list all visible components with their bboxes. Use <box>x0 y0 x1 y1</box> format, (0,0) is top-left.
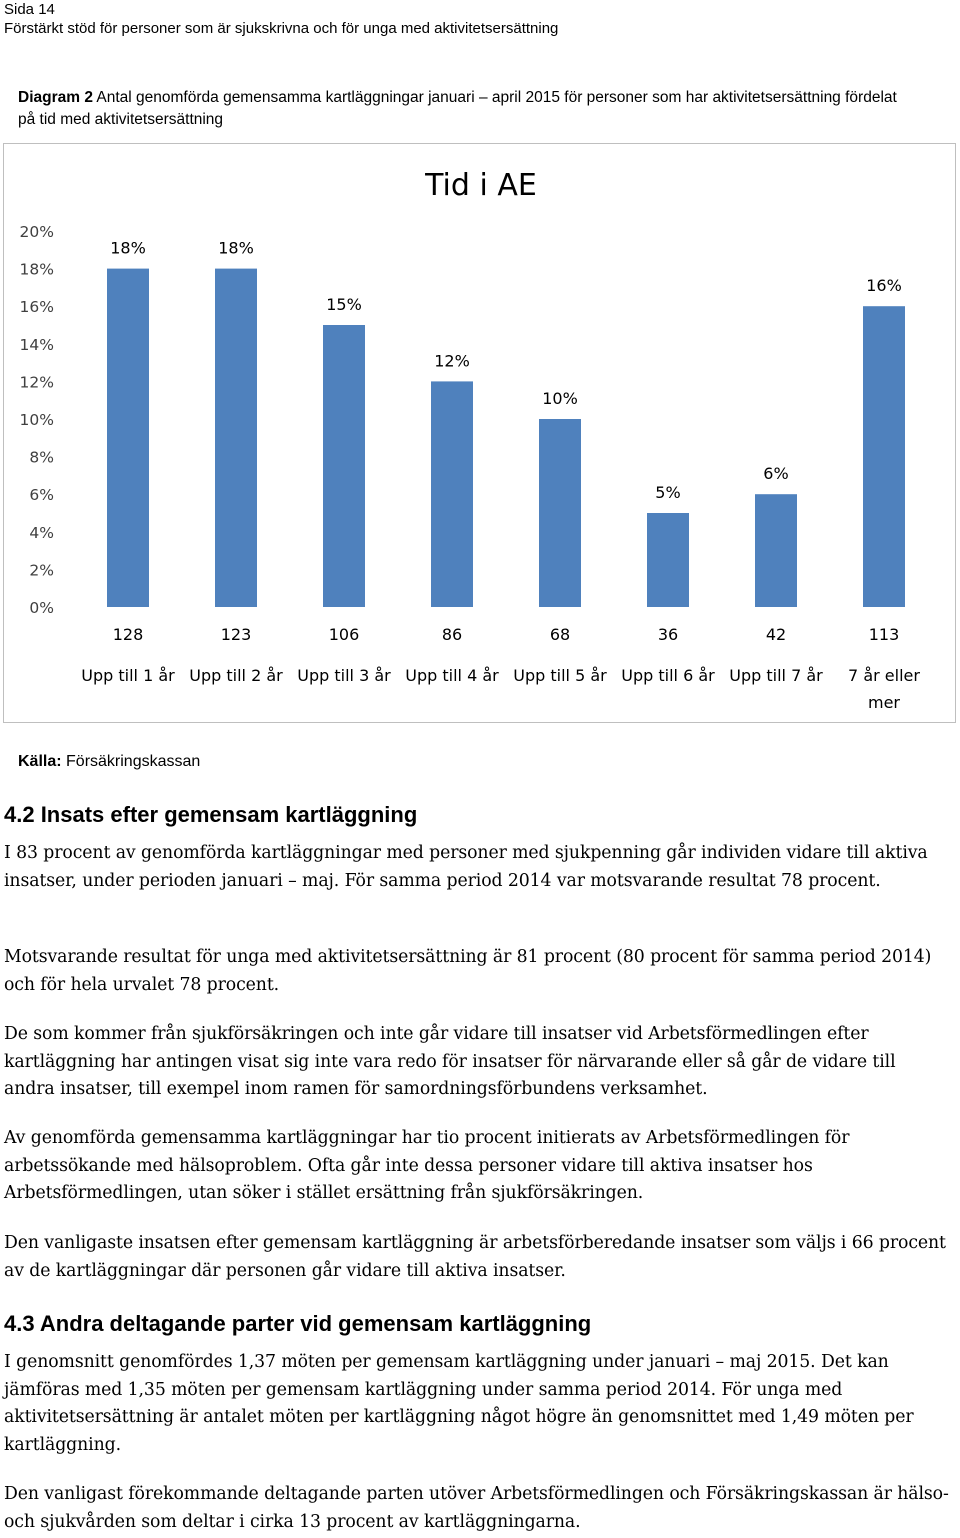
section-heading-4-2: 4.2 Insats efter gemensam kartläggning <box>4 802 418 827</box>
count-label: 86 <box>441 625 463 644</box>
x-tick-label: mer <box>867 693 901 712</box>
running-title: Förstärkt stöd för personer som är sjukskrivna och för unga med aktivitetsersättning <box>4 20 559 37</box>
diagram-caption-text: Antal genomförda gemensamma kartläggningar januari – april 2015 för personer som har aktivitetsersättning fördelat på tid med aktivitetsersättning <box>18 89 897 128</box>
y-tick-label: 12% <box>19 373 54 392</box>
y-tick-label: 16% <box>19 298 54 317</box>
x-tick-label: 7 år eller <box>848 666 920 685</box>
data-label: 15% <box>326 295 362 314</box>
page-number: Sida 14 <box>4 1 55 18</box>
data-label: 5% <box>655 483 681 502</box>
count-label: 128 <box>112 625 144 644</box>
data-label: 16% <box>866 276 902 296</box>
paragraph: De som kommer från sjukförsäkringen och inte går vidare till insatser vid Arbetsförmedlingen efter kartläggning har antingen visat sig inte vara redo för insatser för närvarande eller så går de vidare till andra insatser, till exempel inom ramen för samordningsförbundens verksamhet. <box>4 1024 896 1100</box>
source-text: Försäkringskassan <box>61 753 201 770</box>
y-tick-label: 2% <box>29 561 54 580</box>
diagram-caption <box>18 87 918 131</box>
data-label: 6% <box>763 464 789 484</box>
bar-chart <box>4 144 955 722</box>
paragraph: I 83 procent av genomförda kartläggningar med personer med sjukpenning går individen vidare till aktiva insatser, under perioden januari – maj. För samma period 2014 var motsvarande resultat 78 procent. <box>4 843 928 891</box>
page-header <box>4 0 944 38</box>
bar <box>539 419 581 607</box>
chart-title: Tid i AE <box>425 168 537 203</box>
bar <box>863 306 905 607</box>
y-tick-label: 6% <box>29 486 54 505</box>
data-label: 18% <box>110 238 146 258</box>
count-label: 68 <box>549 625 571 644</box>
y-tick-label: 14% <box>19 335 54 354</box>
y-tick-label: 4% <box>29 523 54 542</box>
data-label: 12% <box>434 351 470 371</box>
x-tick-label: Upp till 4 år <box>405 666 499 685</box>
bar <box>215 269 257 607</box>
x-tick-label: Upp till 1 år <box>81 666 175 685</box>
bar <box>323 325 365 607</box>
x-tick-label: Upp till 5 år <box>513 666 607 685</box>
x-tick-label: Upp till 3 år <box>297 666 391 685</box>
y-tick-label: 18% <box>19 260 54 279</box>
chart-frame <box>3 143 956 723</box>
count-label: 106 <box>328 625 360 644</box>
bar <box>107 269 149 607</box>
x-tick-label: Upp till 7 år <box>729 666 823 685</box>
diagram-label: Diagram 2 <box>18 89 93 106</box>
count-label: 42 <box>765 625 787 644</box>
y-tick-label: 10% <box>19 411 54 429</box>
source-label: Källa: <box>18 753 62 770</box>
paragraph: Den vanligast förekommande deltagande parten utöver Arbetsförmedlingen och Försäkringskassan är hälso- och sjukvården som deltar i cirka 13 procent av kartläggningarna. <box>4 1484 949 1532</box>
paragraph: Motsvarande resultat för unga med aktivitetsersättning är 81 procent (80 procent för samma period 2014) och för hela urvalet 78 procent. <box>4 947 932 995</box>
bar <box>647 513 689 607</box>
count-label: 113 <box>868 625 900 644</box>
y-tick-label: 8% <box>29 448 54 467</box>
section-heading-4-3: 4.3 Andra deltagande parter vid gemensam kartläggning <box>4 1311 592 1336</box>
source-line <box>18 751 200 773</box>
bar <box>755 494 797 607</box>
y-tick-label: 0% <box>29 599 54 617</box>
x-tick-label: Upp till 6 år <box>621 666 715 685</box>
bar <box>431 381 473 607</box>
y-tick-label: 20% <box>19 223 54 241</box>
data-label: 18% <box>218 238 254 258</box>
count-label: 36 <box>657 625 679 644</box>
data-label: 10% <box>542 389 578 408</box>
paragraph: Av genomförda gemensamma kartläggningar har tio procent initierats av Arbetsförmedlingen för arbetssökande med hälsoproblem. Ofta går inte dessa personer vidare till aktiva insatser hos Arbetsförmedlingen, utan söker i stället ersättning från sjukförsäkringen. <box>4 1128 850 1204</box>
paragraph: Den vanligaste insatsen efter gemensam kartläggning är arbetsförberedande insatser som väljs i 66 procent av de kartläggningar där personen går vidare till aktiva insatser. <box>4 1233 946 1281</box>
paragraph: I genomsnitt genomfördes 1,37 möten per gemensam kartläggning under januari – maj 2015. Det kan jämföras med 1,35 möten per gemensam kartläggning under samma period 2014. För unga med aktivitetsersättning är antalet möten per kartläggning något högre än genomsnittet med 1,49 möten per kartläggning. <box>4 1352 914 1455</box>
count-label: 123 <box>220 625 252 644</box>
x-tick-label: Upp till 2 år <box>189 666 283 685</box>
